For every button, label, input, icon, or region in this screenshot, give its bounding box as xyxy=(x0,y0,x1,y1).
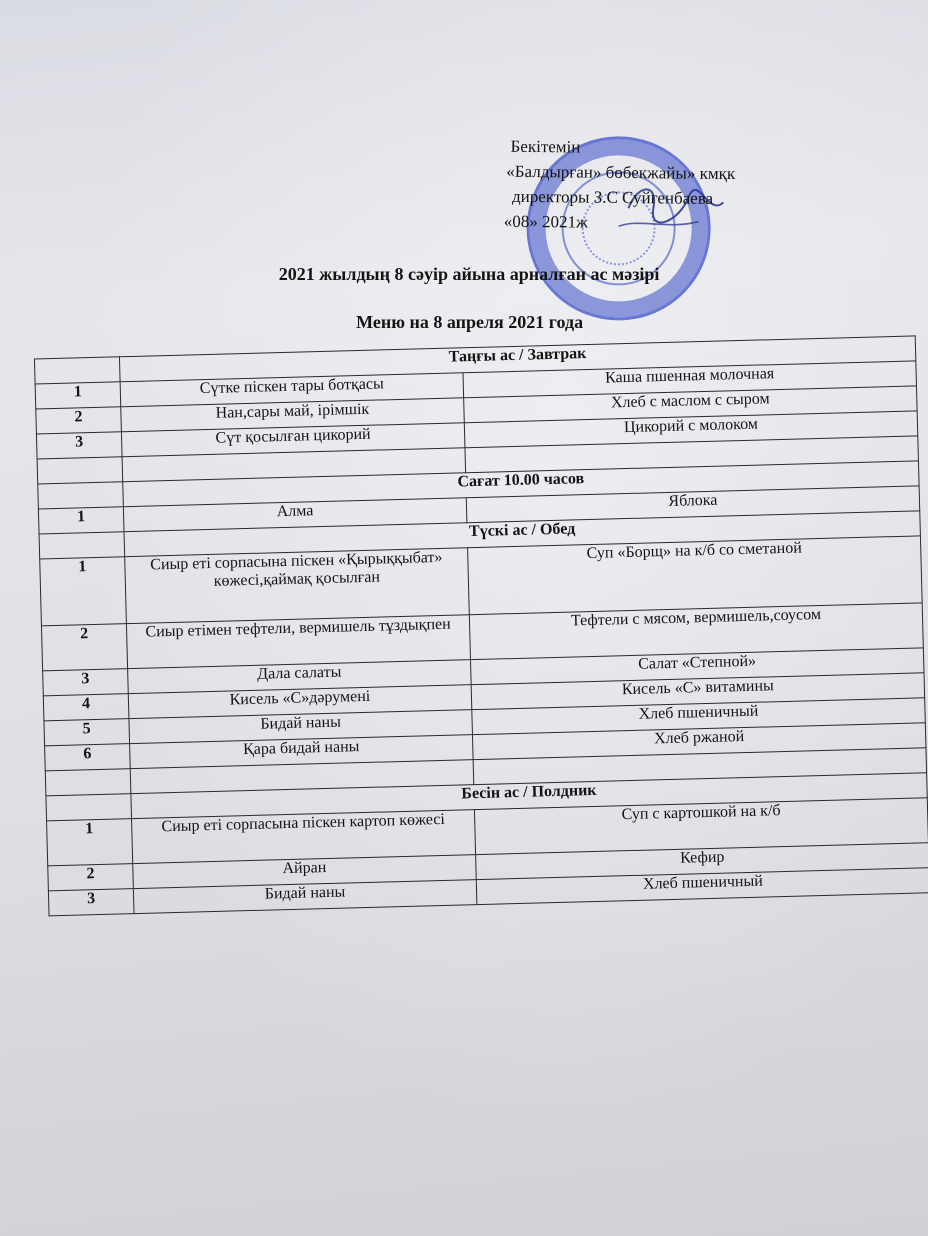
item-kz: Сиыр етімен тефтели, вермишель тұздықпен xyxy=(126,615,470,669)
item-kz: Қара бидай наны xyxy=(130,735,474,769)
item-ru: Яблока xyxy=(466,486,919,523)
menu-title-ru: Меню на 8 апреля 2021 года xyxy=(356,311,584,332)
item-kz: Бидай наны xyxy=(133,880,477,914)
section-header-lunch: Түскі ас / Обед xyxy=(124,511,920,557)
item-number: 1 xyxy=(40,557,127,626)
item-ru: Суп с картошкой на к/б xyxy=(474,798,928,855)
item-ru: Каша пшенная молочная xyxy=(463,361,916,398)
item-ru: Кисель «С» витамины xyxy=(471,673,924,710)
blank-cell xyxy=(39,532,125,559)
item-number: 5 xyxy=(44,719,130,746)
item-number: 3 xyxy=(36,432,122,459)
item-ru: Хлеб пшеничный xyxy=(476,868,928,905)
item-number: 1 xyxy=(47,819,133,866)
item-kz: Дала салаты xyxy=(128,660,472,694)
item-ru: Хлеб пшеничный xyxy=(472,698,925,735)
item-number: 1 xyxy=(35,382,121,409)
menu-title-kz: 2021 жылдың 8 сәуір айына арналған ас мәзірі xyxy=(278,263,660,284)
item-kz: Айран xyxy=(133,855,477,889)
item-number: 2 xyxy=(41,624,127,671)
section-header-breakfast: Таңғы ас / Завтрак xyxy=(119,336,915,382)
item-kz: Алма xyxy=(123,498,467,532)
item-ru: Тефтели с мясом, вермишель,соусом xyxy=(469,603,923,660)
item-kz: Сиыр еті сорпасына піскен «Қырыққыбат» көжесі,қаймақ қосылған xyxy=(125,548,470,624)
section-header-afternoon: Бесін ас / Полдник xyxy=(131,773,927,819)
item-kz: Нан,сары май, ірімшік xyxy=(121,398,465,432)
item-number: 4 xyxy=(43,694,129,721)
item-number: 2 xyxy=(48,864,134,891)
item-kz: Бидай наны xyxy=(129,710,473,744)
approval-line-approve: Бекітемін xyxy=(510,136,581,157)
blank-cell xyxy=(34,357,120,384)
approval-line-date: «08» 2021ж xyxy=(503,211,588,232)
blank-cell xyxy=(46,794,132,821)
item-ru: Суп «Борщ» на к/б со сметаной xyxy=(468,536,923,615)
item-number: 3 xyxy=(48,889,134,916)
item-ru: Кефир xyxy=(476,843,928,880)
approval-line-director: директоры З.С Суйгенбаева xyxy=(511,186,714,208)
item-number: 6 xyxy=(45,744,131,771)
item-ru: Цикорий с молоком xyxy=(464,411,917,448)
item-ru: Салат «Степной» xyxy=(470,648,923,685)
item-kz: Сүтке піскен тары ботқасы xyxy=(120,373,464,407)
approval-line-org: «Балдырған» бөбекжайы» кмқк xyxy=(506,161,736,184)
item-number: 2 xyxy=(36,407,122,434)
item-ru: Хлеб ржаной xyxy=(472,723,925,760)
approval-block xyxy=(498,134,879,238)
menu-table xyxy=(34,335,928,916)
section-header-snack: Сағат 10.00 часов xyxy=(123,461,919,507)
item-kz: Сүт қосылған цикорий xyxy=(121,423,465,457)
item-ru: Хлеб с маслом с сыром xyxy=(464,386,917,423)
item-number: 1 xyxy=(38,507,124,534)
item-kz: Сиыр еті сорпасына піскен картоп көжесі xyxy=(132,810,476,864)
blank-cell xyxy=(38,482,124,509)
item-kz: Кисель «С»дәрумені xyxy=(128,685,472,719)
item-number: 3 xyxy=(43,669,129,696)
